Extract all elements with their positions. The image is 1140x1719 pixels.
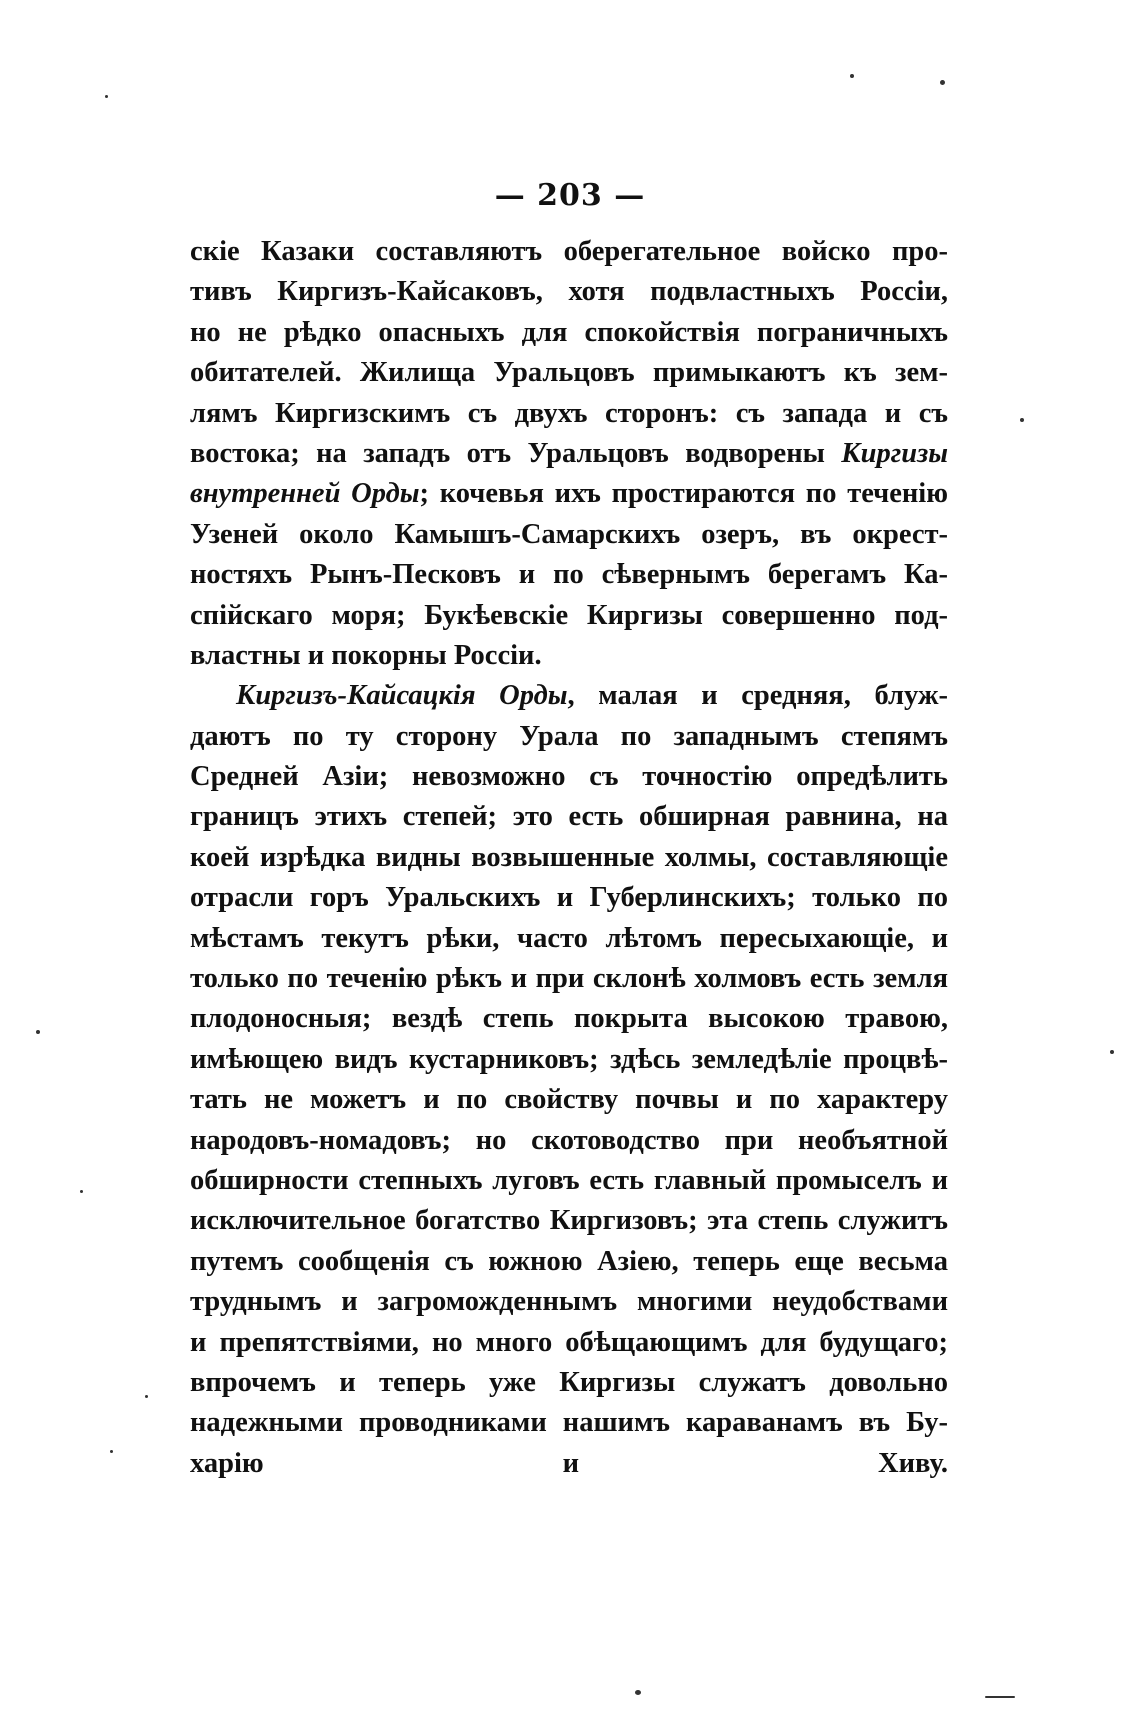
scan-speck bbox=[145, 1395, 148, 1398]
text-line: даютъ по ту сторону Урала по западнымъ степямъ bbox=[190, 720, 948, 752]
text-line: скіе Казаки составляютъ оберегательное войско про- bbox=[190, 236, 948, 267]
scan-speck bbox=[36, 1030, 40, 1034]
text-line bbox=[190, 676, 948, 716]
text-line: мѣстамъ текутъ рѣки, часто лѣтомъ пересыхающіе, и bbox=[190, 922, 948, 954]
text-line: надежными проводниками нашимъ караванамъ въ Бу- bbox=[190, 1407, 948, 1439]
text-line: тивъ Киргизъ-Кайсаковъ, хотя подвластныхъ Россіи, bbox=[190, 276, 948, 308]
text-line: властны и покорны Россіи. bbox=[190, 639, 542, 671]
text-line: отрасли горъ Уральскихъ и Губерлинскихъ; только по bbox=[190, 882, 948, 914]
text-line: исключительное богатство Киргизовъ; эта степь служитъ bbox=[190, 1205, 948, 1237]
italic-term: Киргизы bbox=[841, 437, 948, 469]
scan-speck bbox=[850, 74, 854, 78]
text-line: плодоносныя; вездѣ степь покрыта высокою травою, bbox=[190, 1003, 948, 1035]
italic-term: Киргизъ-Кайсацкія Орды bbox=[236, 680, 568, 712]
text-run: , малая и средняя, блуж- bbox=[567, 680, 948, 712]
text-line: тать не можетъ и по свойству почвы и по характеру bbox=[190, 1084, 948, 1116]
text-line: Средней Азіи; невозможно съ точностію опредѣлить bbox=[190, 761, 948, 793]
body-text bbox=[190, 232, 948, 1525]
scan-speck bbox=[635, 1690, 641, 1695]
scan-speck bbox=[1020, 418, 1024, 422]
scan-speck bbox=[80, 1190, 83, 1193]
text-run: ; кочевья ихъ простираются по теченію bbox=[419, 478, 948, 510]
text-line: обитателей. Жилища Уральцовъ примыкаютъ къ зем- bbox=[190, 357, 948, 389]
text-line: но не рѣдко опасныхъ для спокойствія пограничныхъ bbox=[190, 316, 948, 348]
text-line: путемъ сообщенія съ южною Азіею, теперь еще весьма bbox=[190, 1245, 948, 1277]
text-line bbox=[190, 474, 948, 514]
text-line: впрочемъ и теперь уже Киргизы служатъ довольно bbox=[190, 1366, 948, 1398]
scan-speck bbox=[110, 1450, 113, 1453]
text-line: ностяхъ Рынъ-Песковъ и по сѣвернымъ берегамъ Ка- bbox=[190, 559, 948, 591]
scan-speck bbox=[105, 95, 108, 98]
text-line: коей изрѣдка видны возвышенные холмы, составляющіе bbox=[190, 841, 948, 873]
text-line: спійскаго моря; Букѣевскіе Киргизы совершенно под- bbox=[190, 599, 948, 631]
text-line: Узеней около Камышъ-Самарскихъ озеръ, въ окрест- bbox=[190, 518, 948, 550]
paragraph-2 bbox=[190, 676, 948, 1524]
text-line: харію и Хиву. bbox=[190, 1447, 948, 1479]
text-line: лямъ Киргизскимъ съ двухъ сторонъ: съ запада и съ bbox=[190, 397, 948, 429]
text-line bbox=[190, 1484, 948, 1524]
text-line: обширности степныхъ луговъ есть главный промыселъ и bbox=[190, 1164, 948, 1196]
text-line: имѣющею видъ кустарниковъ; здѣсь земледѣліе процвѣ- bbox=[190, 1043, 948, 1075]
text-line: и препятствіями, но много обѣщающимъ для будущаго; bbox=[190, 1326, 948, 1358]
scan-speck bbox=[940, 80, 945, 85]
scan-speck bbox=[985, 1696, 1015, 1698]
italic-term: внутренней Орды bbox=[190, 478, 420, 510]
text-line: только по теченію рѣкъ и при склонѣ холмовъ есть земля bbox=[190, 963, 948, 995]
text-line bbox=[190, 434, 948, 474]
text-line: границъ этихъ степей; это есть обширная равнина, на bbox=[190, 801, 948, 833]
text-line: труднымъ и загроможденнымъ многими неудобствами bbox=[190, 1286, 948, 1318]
page-number: — 203 — bbox=[494, 178, 646, 213]
text-run: востока; на западъ отъ Уральцовъ водворены bbox=[190, 437, 842, 469]
scan-speck bbox=[1110, 1050, 1114, 1054]
text-line: народовъ-номадовъ; но скотоводство при необъятной bbox=[190, 1124, 948, 1156]
paragraph-1 bbox=[190, 232, 948, 676]
